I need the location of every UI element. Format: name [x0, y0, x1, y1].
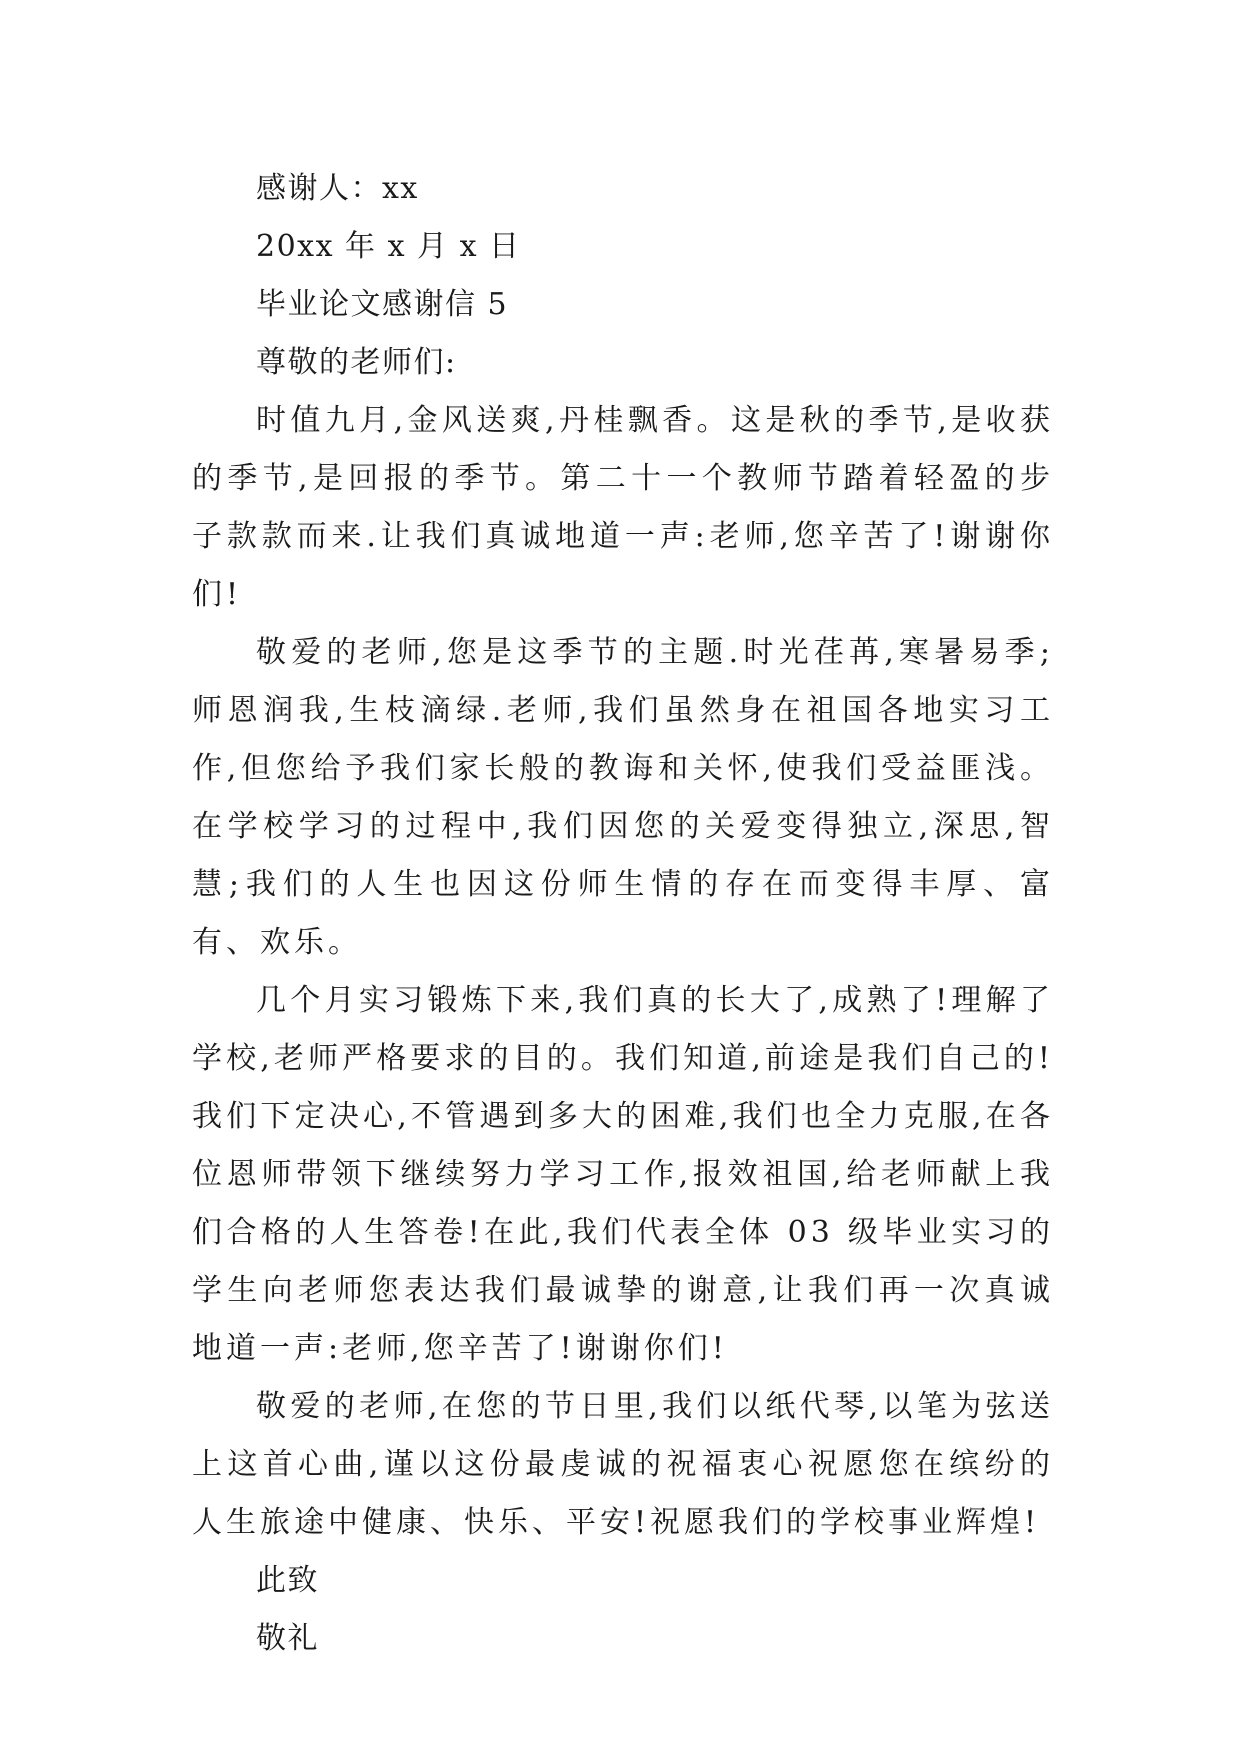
document-body	[192, 160, 1054, 1668]
date-line: 20xx 年 x 月 x 日	[256, 229, 521, 264]
closing-line-1: 此致	[256, 1563, 319, 1598]
paragraph-4: 敬爱的老师,在您的节日里,我们以纸代琴,以笔为弦送上这首心曲,谨以这份最虔诚的祝福衷心祝愿您在缤纷的人生旅途中健康、快乐、平安!祝愿我们的学校事业辉煌!	[192, 1389, 1054, 1540]
salutation: 尊敬的老师们:	[256, 345, 457, 380]
paragraph-2: 敬爱的老师,您是这季节的主题.时光荏苒,寒暑易季;师恩润我,生枝滴绿.老师,我们虽然身在祖国各地实习工作,但您给予我们家长般的教诲和关怀,使我们受益匪浅。在学校学习的过程中,我们因您的关爱变得独立,深思,智慧;我们的人生也因这份师生情的存在而变得丰厚、富有、欢乐。	[192, 635, 1054, 960]
letter-title: 毕业论文感谢信 5	[256, 287, 509, 322]
closing-line-2: 敬礼	[256, 1621, 319, 1656]
signature-line: 感谢人：xx	[256, 171, 419, 206]
paragraph-1: 时值九月,金风送爽,丹桂飘香。这是秋的季节,是收获的季节,是回报的季节。第二十一个教师节踏着轻盈的步子款款而来.让我们真诚地道一声:老师,您辛苦了!谢谢你们!	[192, 403, 1054, 612]
paragraph-3: 几个月实习锻炼下来,我们真的长大了,成熟了!理解了学校,老师严格要求的目的。我们知道,前途是我们自己的!我们下定决心,不管遇到多大的困难,我们也全力克服,在各位恩师带领下继续努力学习工作,报效祖国,给老师献上我们合格的人生答卷!在此,我们代表全体 03 级毕业实习的学生向老师您表达我们最诚挚的谢意,让我们再一次真诚地道一声:老师,您辛苦了!谢谢你们!	[192, 983, 1054, 1366]
